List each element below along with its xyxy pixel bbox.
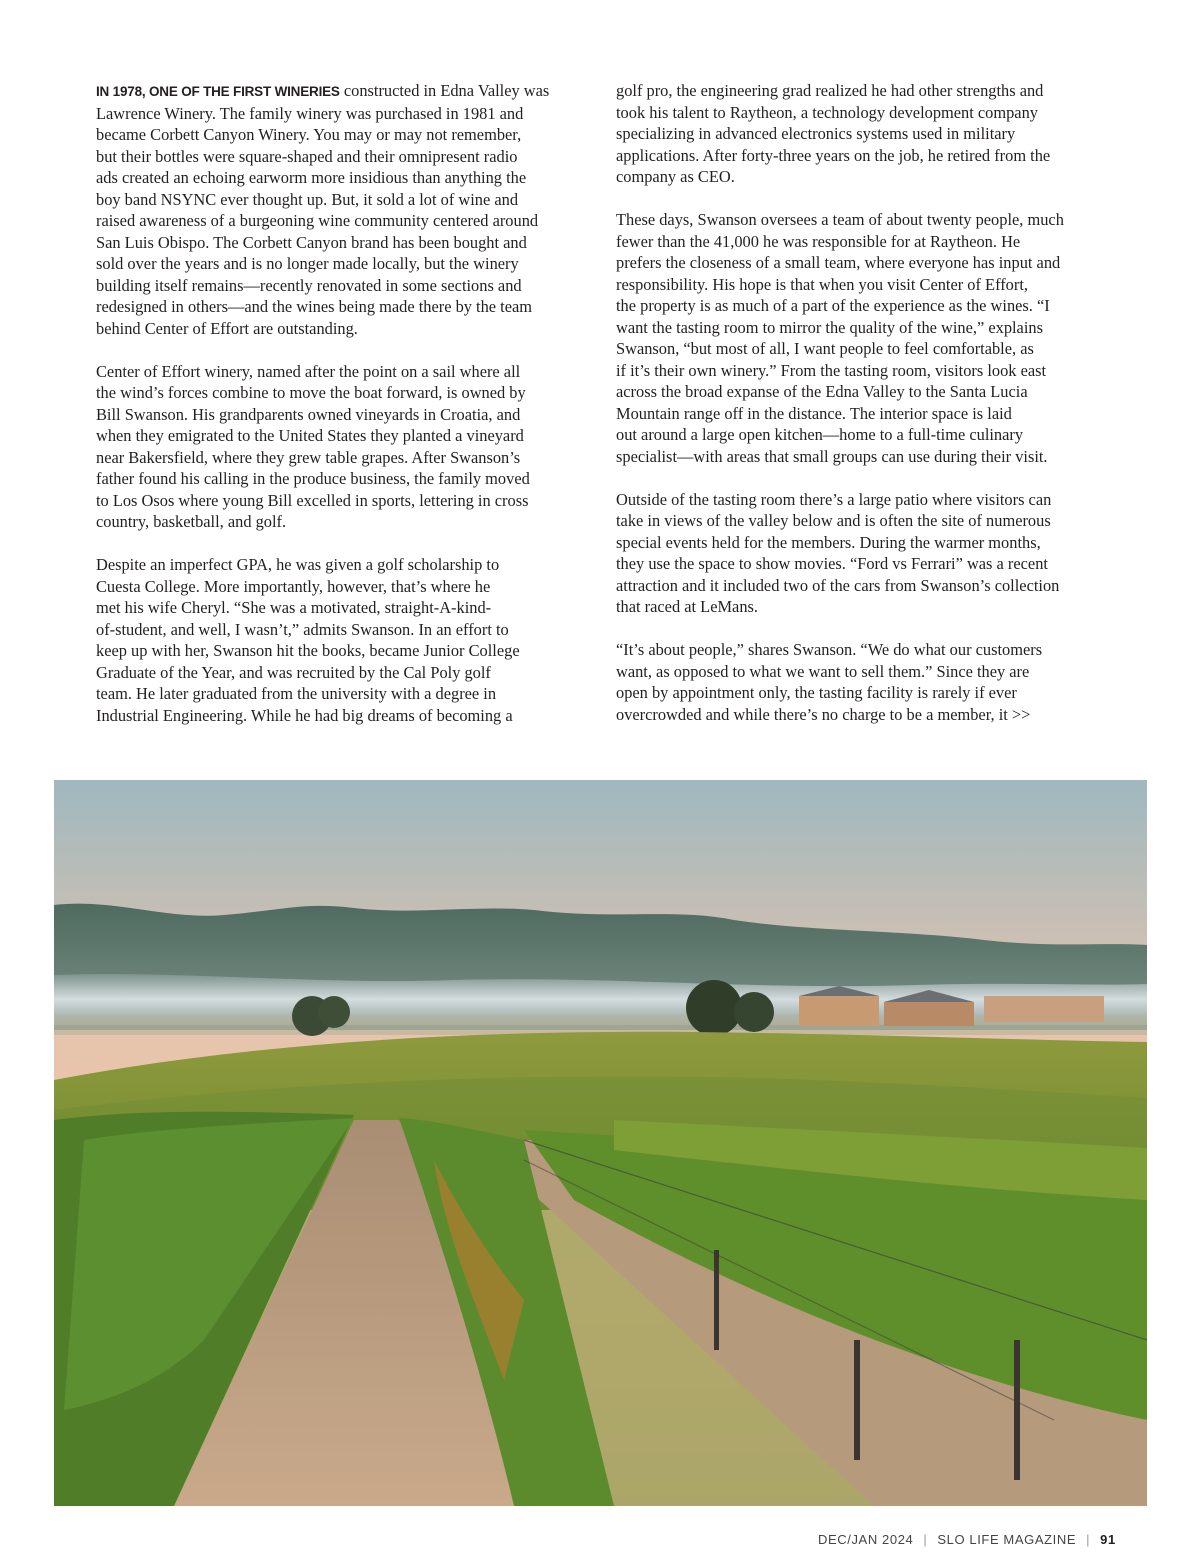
page-footer <box>818 1532 1148 1552</box>
article-left-column <box>96 80 580 748</box>
footer-separator: | <box>1086 1532 1091 1547</box>
article-paragraph: These days, Swanson oversees a team of about twenty people, much fewer than the 41,000 he was responsible for at Raytheon. He prefers the closeness of a small team, where everyone has input and responsibility. His hope is that when you visit Center of Effort, the property is as much of a part of the experience as the wines. “I want the tasting room to mirror the quality of the wine,” explains Swanson, “but most of all, I want people to feel comfortable, as if it’s their own winery.” From the tasting room, visitors look east across the broad expanse of the Edna Valley to the Santa Lucia Mountain range off in the distance. The interior space is laid out around a large open kitchen—home to a full-time culinary specialist—with areas that small groups can use during their visit. <box>616 210 1064 466</box>
article-paragraph: golf pro, the engineering grad realized he had other strengths and took his talent to Raytheon, a technology development company specializing in advanced electronics systems used in military applications. After forty-three years on the job, he retired from the company as CEO. <box>616 81 1051 186</box>
issue-date: DEC/JAN 2024 <box>818 1532 914 1547</box>
magazine-name: SLO LIFE MAGAZINE <box>937 1532 1077 1547</box>
article-paragraph: Despite an imperfect GPA, he was given a golf scholarship to Cuesta College. More importantly, however, that’s where he met his wife Cheryl. “She was a motivated, straight-A-kind- of-student, and well, I wasn’t,” admits Swanson. In an effort to keep up with her, Swanson hit the books, became Junior College Graduate of the Year, and was recruited by the Cal Poly golf team. He later graduated from the university with a degree in Industrial Engineering. While he had big dreams of becoming a <box>96 555 520 725</box>
article-paragraph: Center of Effort winery, named after the point on a sail where all the wind’s forces combine to move the boat forward, is owned by Bill Swanson. His grandparents owned vineyards in Croatia, and when they emigrated to the United States they planted a vineyard near Bakersfield, where they grew table grapes. After Swanson’s father found his calling in the produce business, the family moved to Los Osos where young Bill excelled in sports, lettering in cross country, basketball, and golf. <box>96 361 530 531</box>
article-paragraph: Outside of the tasting room there’s a large patio where visitors can take in views of the valley below and is often the site of numerous special events held for the members. During the warmer months, they use the space to show movies. “Ford vs Ferrari” was a recent attraction and it included two of the cars from Swanson’s collection that raced at LeMans. <box>616 489 1060 616</box>
article-paragraph <box>96 80 580 339</box>
lead-in: IN 1978, ONE OF THE FIRST WINERIES <box>96 84 340 99</box>
footer-separator: | <box>923 1532 928 1547</box>
paragraph-text: constructed in Edna Valley was Lawrence Winery. The family winery was purchased in 1981 and became Corbett Canyon Winery. You may or may not remember, but their bottles were square-shaped and their omnipresent radio ads created an echoing earworm more insidious than anything the boy band NSYNC ever thought up. But, it sold a lot of wine and raised awareness of a burgeoning wine community centered around San Luis Obispo. The Corbett Canyon brand has been bought and sold over the years and is no longer made locally, but the winery building itself remains—recently renovated in some sections and redesigned in others—and the wines being made there by the team behind Center of Effort are outstanding. <box>96 81 550 338</box>
article-right-column <box>616 80 1100 747</box>
page-number: 91 <box>1100 1532 1116 1547</box>
article-paragraph: “It’s about people,” shares Swanson. “We do what our customers want, as opposed to what we want to sell them.” Since they are open by appointment only, the tasting facility is rarely if ever overcrowded and while there’s no charge to be a member, it >> <box>616 640 1043 724</box>
vineyard-photo <box>54 780 1147 1506</box>
